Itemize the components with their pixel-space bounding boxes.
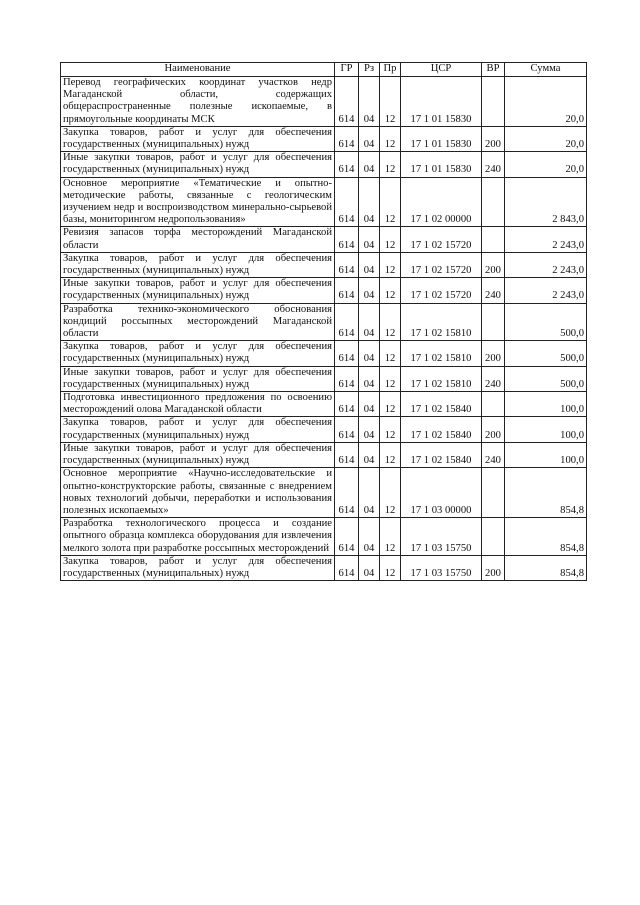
cell-sum: 20,0 (505, 126, 587, 151)
cell-gr: 614 (335, 468, 359, 518)
table-row (61, 392, 587, 417)
cell-vr: 200 (482, 341, 505, 366)
cell-rz: 04 (359, 366, 380, 391)
cell-csr: 17 1 01 15830 (401, 126, 482, 151)
cell-name: Перевод географических координат участков недр Магаданской области, содержащих общераспространенные полезные ископаемые, в прямоугольные координаты МСК (61, 77, 335, 127)
cell-gr: 614 (335, 442, 359, 467)
header-csr: ЦСР (401, 63, 482, 77)
table-row (61, 126, 587, 151)
cell-pr: 12 (380, 341, 401, 366)
header-pr: Пр (380, 63, 401, 77)
table-row (61, 278, 587, 303)
cell-name: Основное мероприятие «Тематические и опытно-методические работы, связанные с геологическим изучением недр и воспроизводством минерально-сырьевой базы, мониторингом недропользования» (61, 177, 335, 227)
cell-gr: 614 (335, 303, 359, 341)
cell-pr: 12 (380, 252, 401, 277)
cell-gr: 614 (335, 555, 359, 580)
cell-gr: 614 (335, 392, 359, 417)
cell-sum: 2 243,0 (505, 227, 587, 252)
cell-gr: 614 (335, 152, 359, 177)
cell-sum: 20,0 (505, 152, 587, 177)
header-sum: Сумма (505, 63, 587, 77)
cell-rz: 04 (359, 442, 380, 467)
cell-sum: 854,8 (505, 555, 587, 580)
cell-gr: 614 (335, 227, 359, 252)
cell-rz: 04 (359, 555, 380, 580)
cell-gr: 614 (335, 77, 359, 127)
cell-csr: 17 1 02 15810 (401, 341, 482, 366)
cell-csr: 17 1 01 15830 (401, 152, 482, 177)
cell-vr (482, 303, 505, 341)
cell-gr: 614 (335, 366, 359, 391)
cell-rz: 04 (359, 417, 380, 442)
cell-sum: 20,0 (505, 77, 587, 127)
cell-vr: 240 (482, 442, 505, 467)
header-row (61, 63, 587, 77)
cell-rz: 04 (359, 252, 380, 277)
cell-gr: 614 (335, 278, 359, 303)
cell-csr: 17 1 02 00000 (401, 177, 482, 227)
cell-pr: 12 (380, 518, 401, 556)
cell-vr: 200 (482, 417, 505, 442)
cell-vr: 200 (482, 126, 505, 151)
cell-name: Закупка товаров, работ и услуг для обеспечения государственных (муниципальных) нужд (61, 417, 335, 442)
cell-pr: 12 (380, 468, 401, 518)
cell-name: Разработка технико-экономического обоснования кондиций россыпных месторождений Магаданской области (61, 303, 335, 341)
cell-pr: 12 (380, 555, 401, 580)
cell-csr: 17 1 02 15810 (401, 366, 482, 391)
cell-rz: 04 (359, 227, 380, 252)
cell-vr (482, 177, 505, 227)
cell-vr: 240 (482, 152, 505, 177)
header-gr: ГР (335, 63, 359, 77)
cell-gr: 614 (335, 177, 359, 227)
cell-sum: 2 243,0 (505, 252, 587, 277)
header-vr: ВР (482, 63, 505, 77)
cell-sum: 500,0 (505, 366, 587, 391)
cell-sum: 2 243,0 (505, 278, 587, 303)
cell-pr: 12 (380, 77, 401, 127)
table-row (61, 417, 587, 442)
cell-pr: 12 (380, 442, 401, 467)
cell-gr: 614 (335, 252, 359, 277)
cell-vr (482, 227, 505, 252)
table-row (61, 303, 587, 341)
cell-pr: 12 (380, 126, 401, 151)
budget-table (60, 62, 587, 581)
cell-gr: 614 (335, 126, 359, 151)
cell-pr: 12 (380, 177, 401, 227)
header-name: Наименование (61, 63, 335, 77)
cell-name: Иные закупки товаров, работ и услуг для обеспечения государственных (муниципальных) нужд (61, 442, 335, 467)
cell-name: Ревизия запасов торфа месторождений Магаданской области (61, 227, 335, 252)
cell-vr: 240 (482, 278, 505, 303)
cell-name: Иные закупки товаров, работ и услуг для обеспечения государственных (муниципальных) нужд (61, 366, 335, 391)
cell-rz: 04 (359, 518, 380, 556)
cell-csr: 17 1 02 15840 (401, 442, 482, 467)
cell-rz: 04 (359, 392, 380, 417)
table-row (61, 468, 587, 518)
cell-csr: 17 1 01 15830 (401, 77, 482, 127)
table-row (61, 341, 587, 366)
cell-sum: 854,8 (505, 518, 587, 556)
cell-rz: 04 (359, 152, 380, 177)
cell-vr: 200 (482, 252, 505, 277)
cell-pr: 12 (380, 278, 401, 303)
table-row (61, 366, 587, 391)
cell-rz: 04 (359, 77, 380, 127)
cell-name: Закупка товаров, работ и услуг для обеспечения государственных (муниципальных) нужд (61, 555, 335, 580)
cell-sum: 500,0 (505, 341, 587, 366)
cell-vr: 240 (482, 366, 505, 391)
cell-vr (482, 468, 505, 518)
header-rz: Рз (359, 63, 380, 77)
cell-name: Разработка технологического процесса и создание опытного образца комплекса оборудования для извлечения мелкого золота при разработке россыпных месторождений (61, 518, 335, 556)
cell-vr (482, 77, 505, 127)
cell-vr (482, 392, 505, 417)
table-row (61, 177, 587, 227)
cell-gr: 614 (335, 417, 359, 442)
cell-sum: 854,8 (505, 468, 587, 518)
cell-rz: 04 (359, 468, 380, 518)
cell-pr: 12 (380, 303, 401, 341)
cell-csr: 17 1 03 15750 (401, 518, 482, 556)
cell-sum: 2 843,0 (505, 177, 587, 227)
cell-sum: 100,0 (505, 442, 587, 467)
cell-sum: 500,0 (505, 303, 587, 341)
cell-name: Иные закупки товаров, работ и услуг для обеспечения государственных (муниципальных) нужд (61, 278, 335, 303)
cell-csr: 17 1 03 00000 (401, 468, 482, 518)
cell-name: Закупка товаров, работ и услуг для обеспечения государственных (муниципальных) нужд (61, 126, 335, 151)
table-row (61, 555, 587, 580)
cell-csr: 17 1 02 15840 (401, 417, 482, 442)
table-row (61, 227, 587, 252)
cell-csr: 17 1 02 15720 (401, 278, 482, 303)
cell-rz: 04 (359, 177, 380, 227)
cell-csr: 17 1 02 15840 (401, 392, 482, 417)
cell-pr: 12 (380, 227, 401, 252)
cell-csr: 17 1 02 15720 (401, 252, 482, 277)
table-row (61, 77, 587, 127)
cell-gr: 614 (335, 341, 359, 366)
cell-rz: 04 (359, 126, 380, 151)
table-header (61, 63, 587, 77)
cell-gr: 614 (335, 518, 359, 556)
cell-rz: 04 (359, 278, 380, 303)
cell-name: Подготовка инвестиционного предложения по освоению месторождений олова Магаданской области (61, 392, 335, 417)
cell-pr: 12 (380, 417, 401, 442)
cell-csr: 17 1 02 15810 (401, 303, 482, 341)
cell-sum: 100,0 (505, 392, 587, 417)
table-body (61, 77, 587, 581)
cell-sum: 100,0 (505, 417, 587, 442)
table-row (61, 152, 587, 177)
cell-pr: 12 (380, 392, 401, 417)
table-row (61, 442, 587, 467)
cell-vr: 200 (482, 555, 505, 580)
cell-name: Закупка товаров, работ и услуг для обеспечения государственных (муниципальных) нужд (61, 341, 335, 366)
table-row (61, 518, 587, 556)
cell-rz: 04 (359, 303, 380, 341)
cell-name: Закупка товаров, работ и услуг для обеспечения государственных (муниципальных) нужд (61, 252, 335, 277)
cell-csr: 17 1 03 15750 (401, 555, 482, 580)
cell-vr (482, 518, 505, 556)
cell-pr: 12 (380, 366, 401, 391)
cell-csr: 17 1 02 15720 (401, 227, 482, 252)
cell-rz: 04 (359, 341, 380, 366)
cell-name: Иные закупки товаров, работ и услуг для обеспечения государственных (муниципальных) нужд (61, 152, 335, 177)
cell-pr: 12 (380, 152, 401, 177)
cell-name: Основное мероприятие «Научно-исследовательские и опытно-конструкторские работы, связанные с внедрением новых технологий добычи, переработки и использования полезных ископаемых» (61, 468, 335, 518)
table-row (61, 252, 587, 277)
